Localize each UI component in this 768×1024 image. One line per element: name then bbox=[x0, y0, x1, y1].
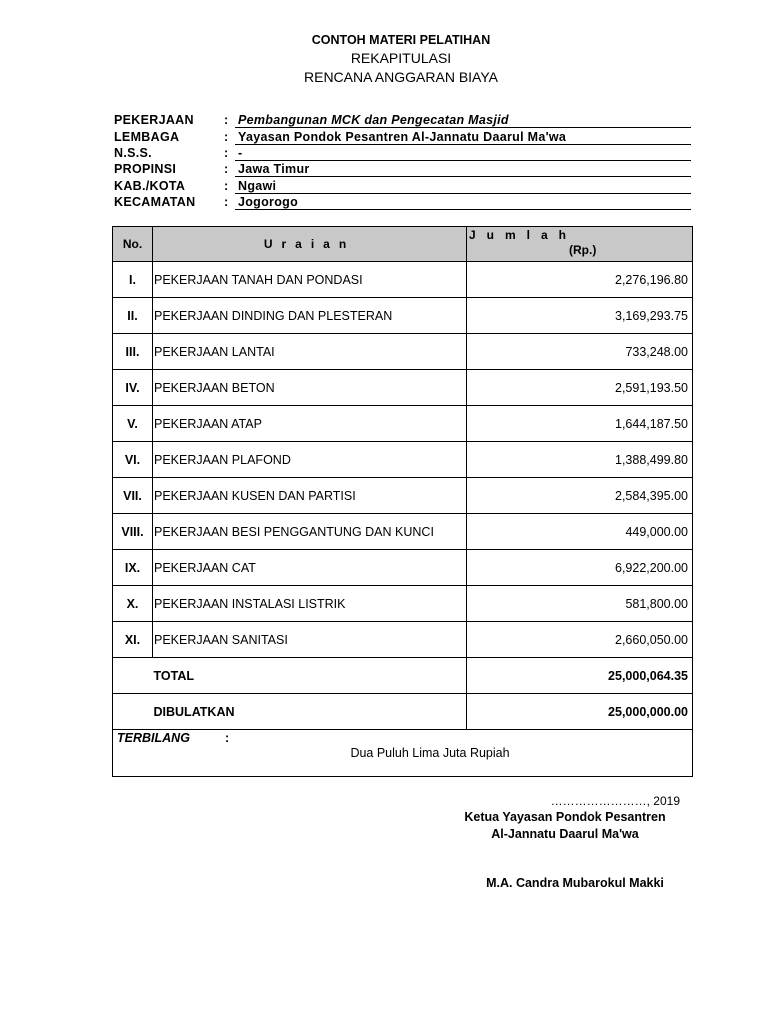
terbilang-row bbox=[113, 730, 693, 777]
info-colon: : bbox=[224, 195, 229, 209]
row-amount: 733,248.00 bbox=[467, 334, 693, 370]
row-amount: 2,276,196.80 bbox=[467, 262, 693, 298]
doc-title-sub: RENCANA ANGGARAN BIAYA bbox=[304, 69, 498, 85]
row-number: IV. bbox=[113, 370, 153, 406]
doc-title: REKAPITULASI bbox=[350, 50, 452, 66]
total-label: TOTAL bbox=[153, 658, 467, 694]
underline bbox=[235, 144, 691, 145]
total-value: 25,000,064.35 bbox=[467, 658, 693, 694]
row-amount: 1,644,187.50 bbox=[467, 406, 693, 442]
info-colon: : bbox=[224, 162, 229, 176]
terbilang-text: Dua Puluh Lima Juta Rupiah bbox=[350, 746, 510, 760]
row-description: PEKERJAAN CAT bbox=[153, 550, 467, 586]
info-colon: : bbox=[224, 130, 229, 144]
row-description: PEKERJAAN LANTAI bbox=[153, 334, 467, 370]
underline bbox=[235, 127, 691, 128]
table-row bbox=[113, 370, 693, 406]
info-label: KECAMATAN bbox=[114, 195, 196, 209]
info-label: PEKERJAAN bbox=[114, 113, 194, 127]
table-row bbox=[113, 406, 693, 442]
row-number: VI. bbox=[113, 442, 153, 478]
row-description: PEKERJAAN BESI PENGGANTUNG DAN KUNCI bbox=[153, 514, 467, 550]
header-rp-label: (Rp.) bbox=[569, 243, 597, 257]
table-row bbox=[113, 334, 693, 370]
terbilang-label: TERBILANG bbox=[117, 731, 190, 745]
row-description: PEKERJAAN KUSEN DAN PARTISI bbox=[153, 478, 467, 514]
row-amount: 2,660,050.00 bbox=[467, 622, 693, 658]
header-uraian: Uraian bbox=[153, 227, 467, 262]
info-colon: : bbox=[224, 146, 229, 160]
row-amount: 1,388,499.80 bbox=[467, 442, 693, 478]
info-colon: : bbox=[224, 179, 229, 193]
info-label: N.S.S. bbox=[114, 146, 152, 160]
row-number: XI. bbox=[113, 622, 153, 658]
row-number: IX. bbox=[113, 550, 153, 586]
info-label: PROPINSI bbox=[114, 162, 177, 176]
signature-org: Al-Jannatu Daarul Ma'wa bbox=[491, 827, 639, 841]
row-description: PEKERJAAN TANAH DAN PONDASI bbox=[153, 262, 467, 298]
info-value: Pembangunan MCK dan Pengecatan Masjid bbox=[238, 113, 509, 127]
info-value: Jogorogo bbox=[238, 195, 299, 209]
row-number: X. bbox=[113, 586, 153, 622]
row-number: I. bbox=[113, 262, 153, 298]
underline bbox=[235, 209, 691, 210]
row-number: V. bbox=[113, 406, 153, 442]
row-description: PEKERJAAN INSTALASI LISTRIK bbox=[153, 586, 467, 622]
info-colon: : bbox=[224, 113, 229, 127]
header-no: No. bbox=[113, 227, 153, 262]
row-description: PEKERJAAN BETON bbox=[153, 370, 467, 406]
signature-title: Ketua Yayasan Pondok Pesantren bbox=[464, 810, 666, 824]
info-value: Yayasan Pondok Pesantren Al-Jannatu Daarul Ma'wa bbox=[238, 130, 567, 144]
row-number: III. bbox=[113, 334, 153, 370]
table-row bbox=[113, 478, 693, 514]
table-row bbox=[113, 550, 693, 586]
row-description: PEKERJAAN ATAP bbox=[153, 406, 467, 442]
info-value: Ngawi bbox=[238, 179, 277, 193]
rounded-value: 25,000,000.00 bbox=[467, 694, 693, 730]
rab-summary-table bbox=[112, 226, 693, 777]
row-number: II. bbox=[113, 298, 153, 334]
rounded-label: DIBULATKAN bbox=[153, 694, 467, 730]
info-label: LEMBAGA bbox=[114, 130, 180, 144]
underline bbox=[235, 193, 691, 194]
table-row bbox=[113, 586, 693, 622]
signature-date: ……………………, 2019 bbox=[550, 794, 680, 808]
underline bbox=[235, 176, 691, 177]
header-jumlah bbox=[467, 227, 693, 262]
rounded-row bbox=[113, 694, 693, 730]
total-row bbox=[113, 658, 693, 694]
table-row bbox=[113, 622, 693, 658]
info-label: KAB./KOTA bbox=[114, 179, 186, 193]
row-number: VIII. bbox=[113, 514, 153, 550]
doc-subtitle: CONTOH MATERI PELATIHAN bbox=[311, 33, 491, 47]
info-value: Jawa Timur bbox=[238, 162, 310, 176]
table-row bbox=[113, 442, 693, 478]
header-jumlah-label: Jumlah bbox=[469, 228, 578, 242]
row-amount: 6,922,200.00 bbox=[467, 550, 693, 586]
signature-name: M.A. Candra Mubarokul Makki bbox=[486, 876, 664, 890]
table-row bbox=[113, 514, 693, 550]
row-amount: 2,584,395.00 bbox=[467, 478, 693, 514]
row-description: PEKERJAAN DINDING DAN PLESTERAN bbox=[153, 298, 467, 334]
info-value: - bbox=[238, 146, 243, 160]
terbilang-colon: : bbox=[225, 731, 230, 745]
row-description: PEKERJAAN PLAFOND bbox=[153, 442, 467, 478]
row-description: PEKERJAAN SANITASI bbox=[153, 622, 467, 658]
table-row bbox=[113, 298, 693, 334]
row-number: VII. bbox=[113, 478, 153, 514]
table-header bbox=[113, 227, 693, 262]
row-amount: 2,591,193.50 bbox=[467, 370, 693, 406]
table-row bbox=[113, 262, 693, 298]
row-amount: 449,000.00 bbox=[467, 514, 693, 550]
row-amount: 581,800.00 bbox=[467, 586, 693, 622]
underline bbox=[235, 160, 691, 161]
row-amount: 3,169,293.75 bbox=[467, 298, 693, 334]
